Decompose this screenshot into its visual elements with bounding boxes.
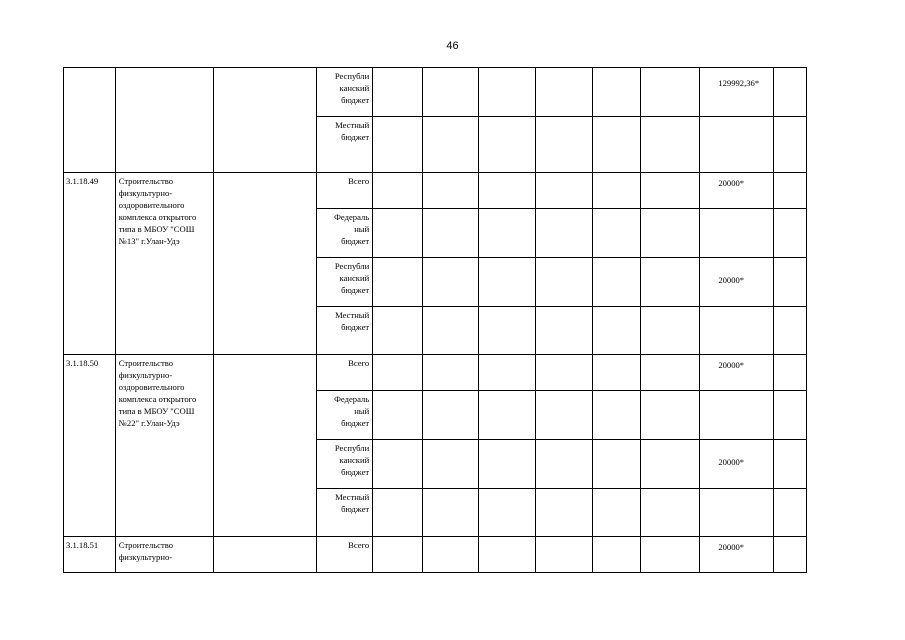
empty-cell [641,307,700,355]
empty-cell [373,258,423,307]
empty-cell [592,68,641,117]
empty-cell [478,537,535,573]
empty-cell [774,489,807,537]
table-row [64,537,807,573]
funding-source: Республи канский бюджет [317,258,373,307]
funding-source: Всего [317,173,373,209]
row-blank-cell [213,537,316,573]
empty-cell [592,489,641,537]
empty-cell [592,440,641,489]
funding-source: Местный бюджет [317,307,373,355]
empty-cell [373,440,423,489]
amount-cell [700,117,774,173]
empty-cell [478,391,535,440]
empty-cell [422,391,478,440]
amount-cell [700,209,774,258]
empty-cell [774,258,807,307]
empty-cell [478,258,535,307]
empty-cell [535,355,592,391]
empty-cell [592,391,641,440]
empty-cell [373,173,423,209]
row-code: 3.1.18.51 [64,537,116,573]
empty-cell [478,355,535,391]
empty-cell [373,537,423,573]
empty-cell [592,258,641,307]
funding-source: Всего [317,355,373,391]
amount-cell: 20000* [700,173,774,209]
empty-cell [641,173,700,209]
row-code: 3.1.18.50 [64,355,116,537]
empty-cell [373,307,423,355]
empty-cell [478,117,535,173]
row-name: Строительство физкультурно-оздоровительного комплекса открытого типа в МБОУ "СОШ №22" г.Улан-Удэ [115,355,213,537]
empty-cell [478,173,535,209]
empty-cell [641,68,700,117]
empty-cell [422,173,478,209]
empty-cell [422,440,478,489]
empty-cell [774,355,807,391]
empty-cell [422,307,478,355]
empty-cell [774,173,807,209]
empty-cell [535,537,592,573]
amount-cell [700,391,774,440]
empty-cell [774,209,807,258]
empty-cell [592,117,641,173]
funding-source: Местный бюджет [317,489,373,537]
empty-cell [641,209,700,258]
row-blank-cell [213,173,316,355]
empty-cell [422,355,478,391]
empty-cell [478,307,535,355]
empty-cell [478,209,535,258]
amount-cell [700,307,774,355]
empty-cell [535,391,592,440]
page-number: 46 [446,40,459,52]
empty-cell [535,68,592,117]
amount-cell: 20000* [700,258,774,307]
empty-cell [422,537,478,573]
table-row [64,68,807,117]
empty-cell [373,489,423,537]
empty-cell [535,258,592,307]
empty-cell [535,209,592,258]
empty-cell [641,391,700,440]
empty-cell [592,307,641,355]
amount-cell: 20000* [700,355,774,391]
budget-table [63,67,807,573]
row-blank-cell [213,355,316,537]
empty-cell [641,489,700,537]
empty-cell [535,489,592,537]
empty-cell [641,117,700,173]
empty-cell [373,117,423,173]
funding-source: Федераль ный бюджет [317,391,373,440]
empty-cell [592,209,641,258]
empty-cell [641,537,700,573]
empty-cell [422,68,478,117]
amount-cell [700,489,774,537]
row-code [64,68,116,173]
empty-cell [373,355,423,391]
row-name [115,68,213,173]
empty-cell [535,117,592,173]
empty-cell [478,68,535,117]
empty-cell [774,68,807,117]
empty-cell [373,391,423,440]
table-row [64,355,807,391]
row-name: Строительство физкультурно-оздоровительного комплекса открытого типа в МБОУ "СОШ №13" г.Улан-Удэ [115,173,213,355]
empty-cell [592,355,641,391]
table-row [64,173,807,209]
empty-cell [535,173,592,209]
empty-cell [774,117,807,173]
empty-cell [641,440,700,489]
empty-cell [774,307,807,355]
empty-cell [478,440,535,489]
empty-cell [422,489,478,537]
empty-cell [774,440,807,489]
amount-cell: 20000* [700,440,774,489]
row-code: 3.1.18.49 [64,173,116,355]
empty-cell [592,537,641,573]
empty-cell [592,173,641,209]
empty-cell [774,537,807,573]
row-name: Строительство физкультурно- [115,537,213,573]
amount-cell: 129992,36* [700,68,774,117]
empty-cell [535,440,592,489]
amount-cell: 20000* [700,537,774,573]
funding-source: Федераль ный бюджет [317,209,373,258]
funding-source: Республи канский бюджет [317,68,373,117]
funding-source: Местный бюджет [317,117,373,173]
empty-cell [774,391,807,440]
empty-cell [422,258,478,307]
empty-cell [422,117,478,173]
funding-source: Республи канский бюджет [317,440,373,489]
row-blank-cell [213,68,316,173]
empty-cell [478,489,535,537]
empty-cell [422,209,478,258]
empty-cell [373,209,423,258]
empty-cell [641,258,700,307]
empty-cell [373,68,423,117]
empty-cell [641,355,700,391]
empty-cell [535,307,592,355]
funding-source: Всего [317,537,373,573]
